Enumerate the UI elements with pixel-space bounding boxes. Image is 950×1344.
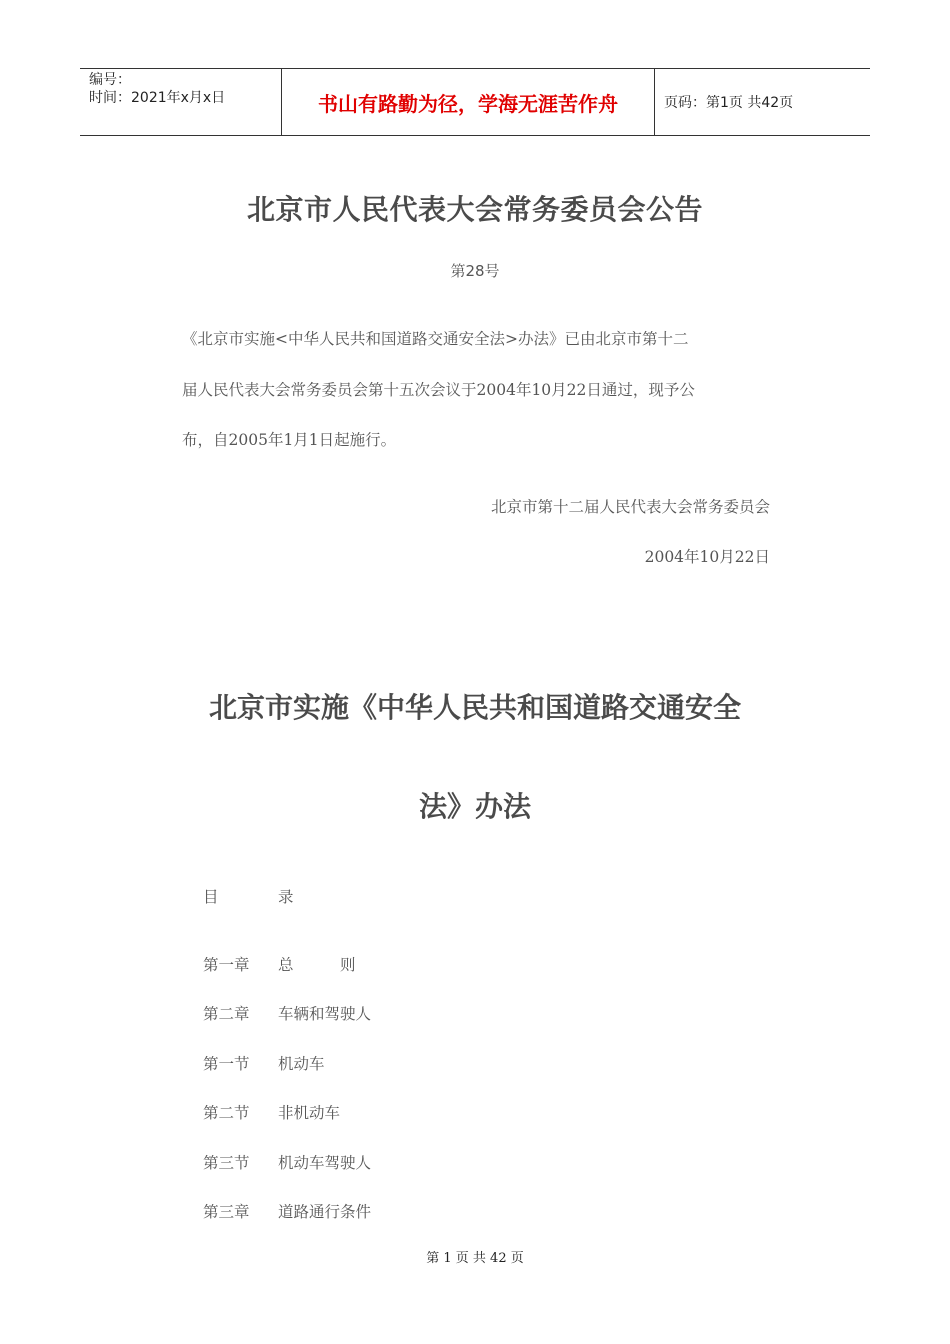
announcement-body-line-2: 届人民代表大会常务委员会第十五次会议于2004年10月22日通过，现予公 [182,381,695,399]
law-title-line-1: 北京市实施《中华人民共和国道路交通安全 [208,691,741,724]
toc-item-title: 道路通行条件 [278,1203,372,1221]
announcement-title: 北京市人民代表大会常务委员会公告 [246,193,703,226]
announcement-body-line-3: 布，自2005年1月1日起施行。 [182,431,397,449]
toc-item [203,1151,371,1173]
document-number-label: 编号： [89,72,131,88]
toc-item-number: 第三节 [203,1154,250,1172]
toc-item-title: 非机动车 [278,1104,341,1122]
announcement-body-line-1: 《北京市实施<中华人民共和国道路交通安全法>办法》已由北京市第十二 [182,330,689,348]
toc-item [203,1052,325,1074]
toc-item-title: 机动车 [278,1055,325,1073]
toc-item [203,953,356,975]
announcement-date: 2004年10月22日 [644,548,770,566]
page-header-table [80,68,870,136]
announcement-signatory: 北京市第十二届人民代表大会常务委员会 [490,498,770,516]
header-meta-cell [80,69,281,135]
toc-item-title: 机动车驾驶人 [278,1154,372,1172]
toc-heading [203,885,294,907]
toc-item-title: 车辆和驾驶人 [278,1005,372,1023]
toc-item-title: 总 则 [278,956,356,974]
document-time-label: 时间：2021年x月x日 [89,90,226,106]
toc-item [203,1200,371,1222]
toc-heading-char-2: 录 [278,888,294,906]
toc-item-number: 第一章 [203,956,250,974]
toc-item-number: 第三章 [203,1203,250,1221]
header-motto: 书山有路勤为径，学海无涯苦作舟 [281,69,655,135]
toc-item [203,1101,340,1123]
law-title-line-2: 法》办法 [418,790,531,823]
toc-heading-char-1: 目 [203,888,219,906]
toc-item-number: 第二章 [203,1005,250,1023]
announcement-number: 第28号 [450,262,500,280]
page-footer: 第 1 页 共 42 页 [426,1251,524,1266]
toc-item-number: 第一节 [203,1055,250,1073]
toc-item-number: 第二节 [203,1104,250,1122]
header-page-label: 页码：第1页 共42页 [664,95,794,111]
toc-item [203,1002,371,1024]
